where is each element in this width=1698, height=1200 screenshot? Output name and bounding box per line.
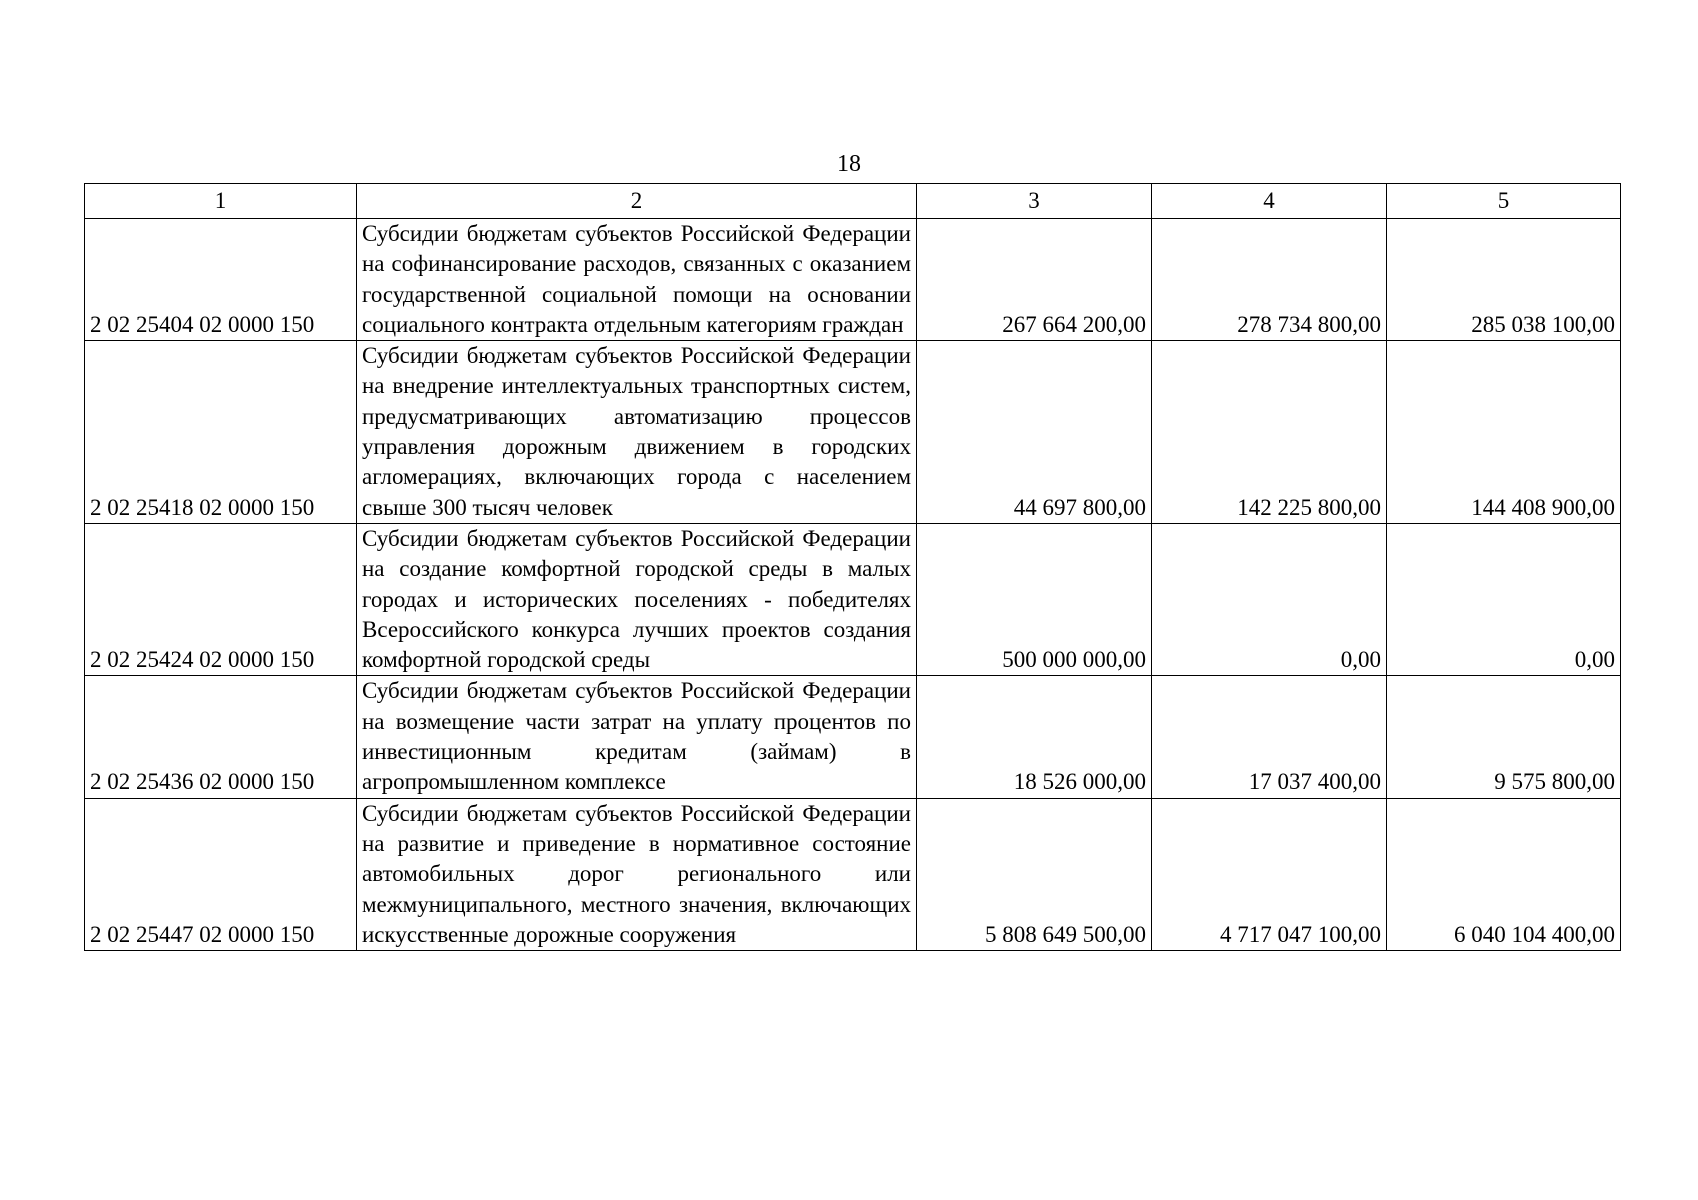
table-row (85, 676, 1621, 798)
amount-col5-cell: 0,00 (1387, 523, 1621, 675)
amount-col3-cell: 5 808 649 500,00 (917, 798, 1152, 950)
header-cell-col2: 2 (357, 184, 917, 219)
budget-code-cell: 2 02 25424 02 0000 150 (85, 523, 357, 675)
amount-col3-cell: 267 664 200,00 (917, 219, 1152, 341)
table-header-row (85, 184, 1621, 219)
description-cell: Субсидии бюджетам субъектов Российской Федерации на развитие и приведение в нормативное состояние автомобильных дорог регионального или межмуниципального, местного значения, включающих искусственные дорожные сооружения (357, 798, 917, 950)
description-cell: Субсидии бюджетам субъектов Российской Федерации на создание комфортной городской среды в малых городах и исторических поселениях - победителях Всероссийского конкурса лучших проектов создания комфортной городской среды (357, 523, 917, 675)
header-cell-col3: 3 (917, 184, 1152, 219)
description-cell: Субсидии бюджетам субъектов Российской Федерации на внедрение интеллектуальных транспортных систем, предусматривающих автоматизацию процессов управления дорожным движением в городских агломерациях, включающих города с населением свыше 300 тысяч человек (357, 341, 917, 524)
amount-col5-cell: 144 408 900,00 (1387, 341, 1621, 524)
budget-code-cell: 2 02 25418 02 0000 150 (85, 341, 357, 524)
description-cell: Субсидии бюджетам субъектов Российской Федерации на возмещение части затрат на уплату процентов по инвестиционным кредитам (займам) в агропромышленном комплексе (357, 676, 917, 798)
page-number: 18 (837, 151, 861, 177)
header-cell-col5: 5 (1387, 184, 1621, 219)
table-row (85, 341, 1621, 524)
table-row (85, 219, 1621, 341)
amount-col4-cell: 278 734 800,00 (1152, 219, 1387, 341)
budget-table (84, 183, 1621, 951)
amount-col5-cell: 9 575 800,00 (1387, 676, 1621, 798)
budget-code-cell: 2 02 25436 02 0000 150 (85, 676, 357, 798)
header-cell-col1: 1 (85, 184, 357, 219)
header-cell-col4: 4 (1152, 184, 1387, 219)
budget-code-cell: 2 02 25447 02 0000 150 (85, 798, 357, 950)
amount-col4-cell: 4 717 047 100,00 (1152, 798, 1387, 950)
amount-col3-cell: 500 000 000,00 (917, 523, 1152, 675)
amount-col5-cell: 285 038 100,00 (1387, 219, 1621, 341)
amount-col4-cell: 142 225 800,00 (1152, 341, 1387, 524)
amount-col5-cell: 6 040 104 400,00 (1387, 798, 1621, 950)
table-row (85, 523, 1621, 675)
amount-col3-cell: 18 526 000,00 (917, 676, 1152, 798)
table-row (85, 798, 1621, 950)
description-cell: Субсидии бюджетам субъектов Российской Федерации на софинансирование расходов, связанных с оказанием государственной социальной помощи на основании социального контракта отдельным категориям граждан (357, 219, 917, 341)
amount-col4-cell: 0,00 (1152, 523, 1387, 675)
amount-col3-cell: 44 697 800,00 (917, 341, 1152, 524)
budget-code-cell: 2 02 25404 02 0000 150 (85, 219, 357, 341)
amount-col4-cell: 17 037 400,00 (1152, 676, 1387, 798)
